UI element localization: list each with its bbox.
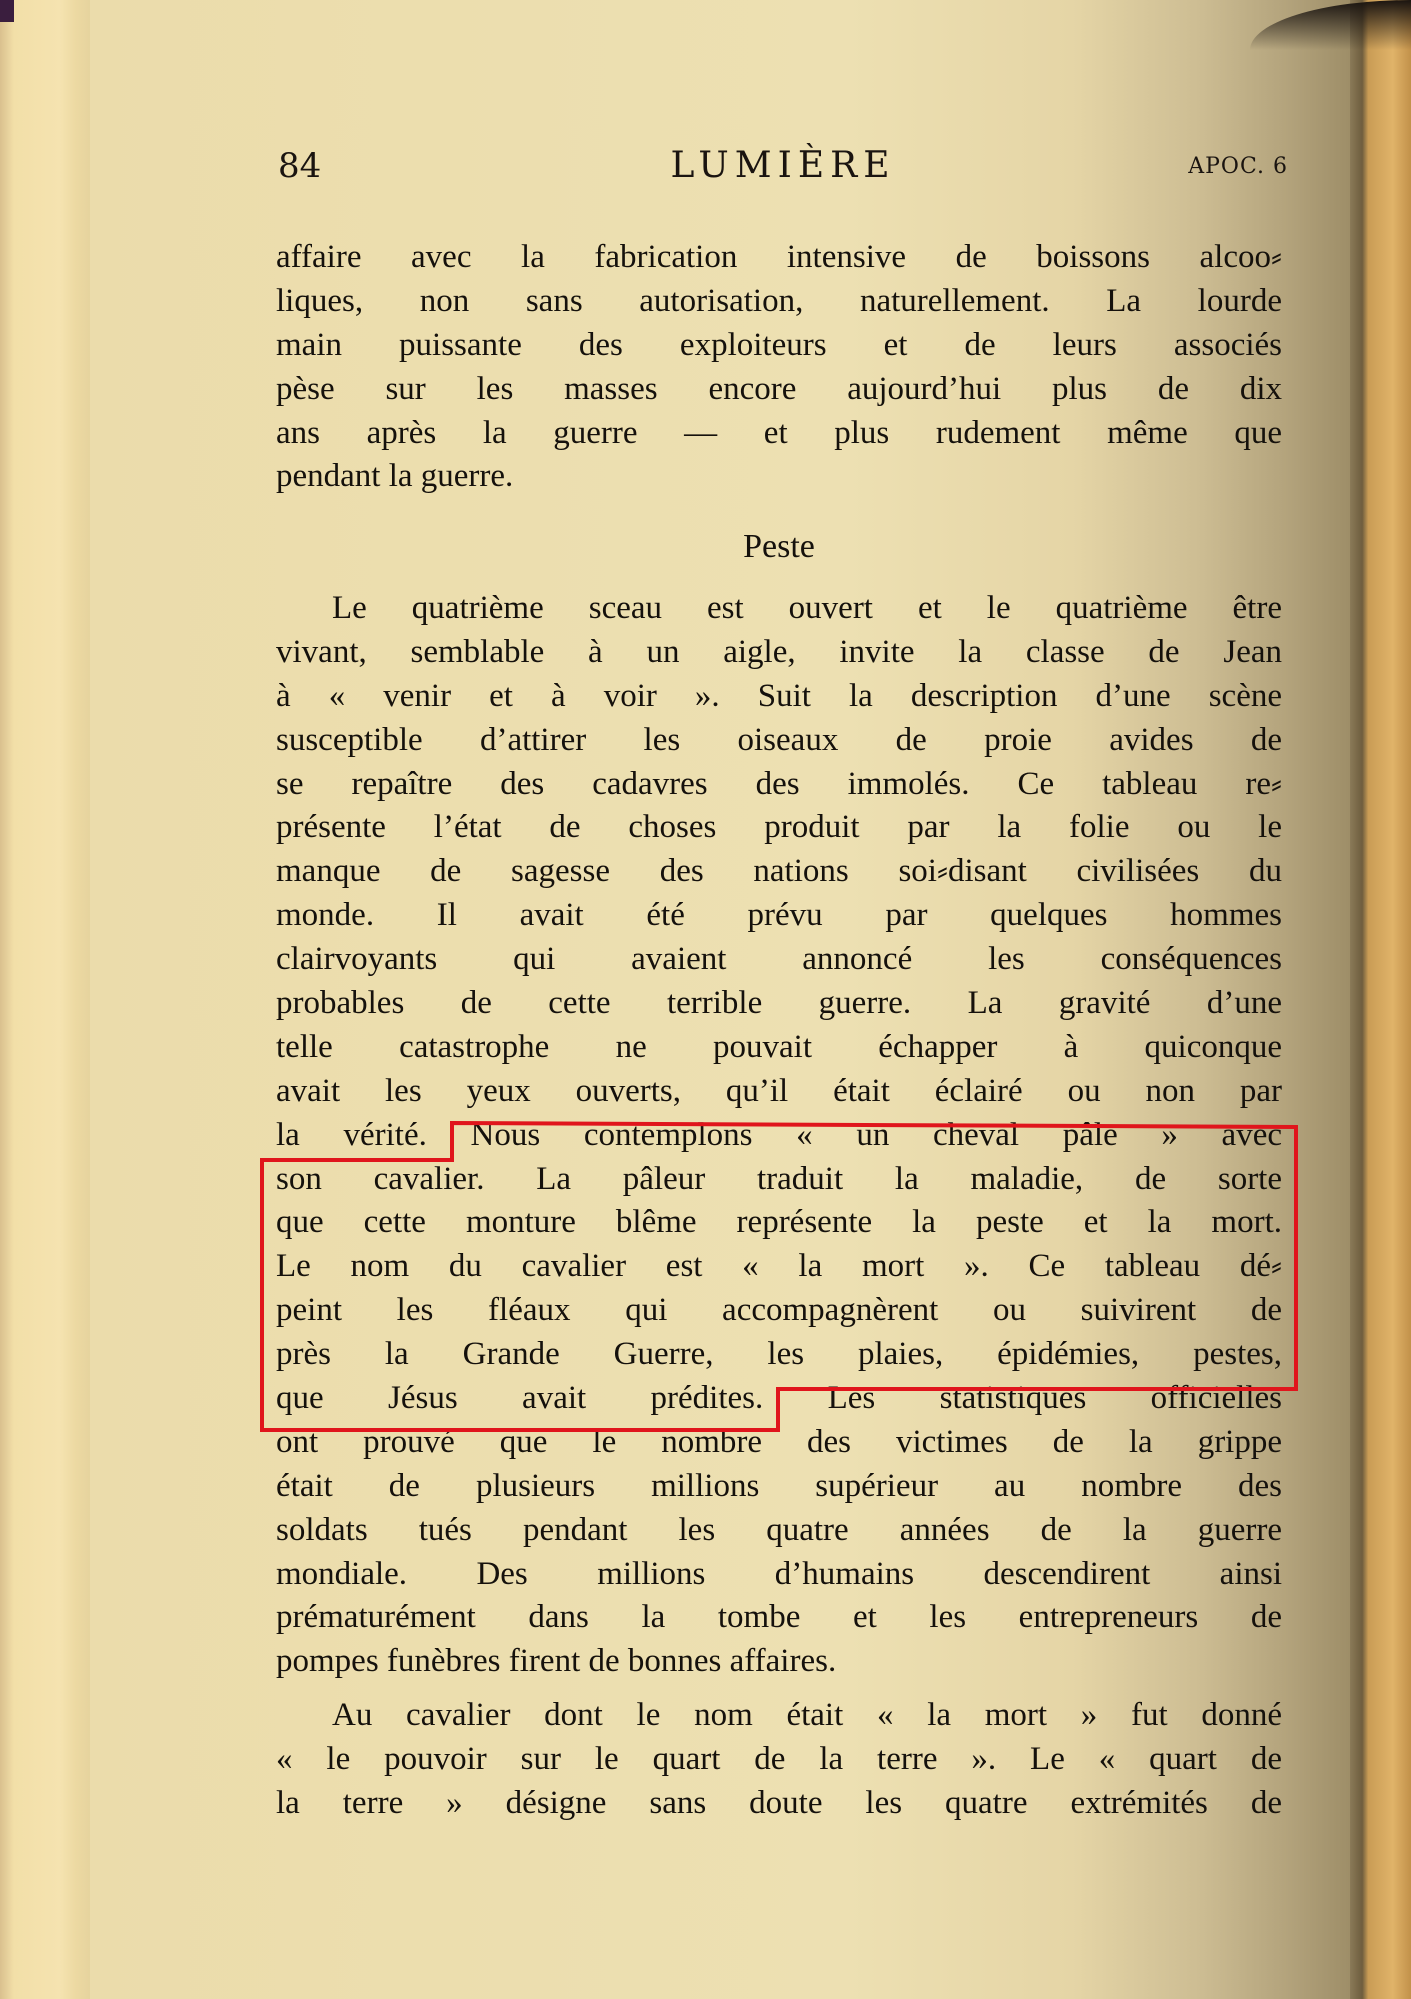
page-number: 84 xyxy=(278,146,322,186)
book-binding-edge xyxy=(0,0,90,1999)
text-line: « le pouvoir sur le quart de la terre ». Le « quart de xyxy=(276,1740,1282,1777)
text-line: clairvoyants qui avaient annoncé les conséquences xyxy=(276,941,1282,978)
text-line: susceptible d’attirer les oiseaux de proie avides de xyxy=(276,721,1282,758)
text-line: à « venir et à voir ». Suit la description d’une scène xyxy=(276,677,1282,714)
text-line: pompes funèbres firent de bonnes affaires. xyxy=(276,1643,837,1680)
text-line: monde. Il avait été prévu par quelques hommes xyxy=(276,897,1282,934)
paragraph-3 xyxy=(276,1694,1282,1826)
chapter-reference: APOC. 6 xyxy=(1188,154,1288,179)
paragraph-1 xyxy=(276,236,1282,499)
section-heading: Peste xyxy=(743,528,815,565)
text-line: affaire avec la fabrication intensive de boissons alcoo⸗ xyxy=(276,239,1282,275)
text-line: la terre » désigne sans doute les quatre extrémités de xyxy=(276,1784,1282,1821)
text-line: ans après la guerre — et plus rudement même que xyxy=(276,414,1282,451)
text-line: main puissante des exploiteurs et de leurs associés xyxy=(276,326,1282,363)
text-line: telle catastrophe ne pouvait échapper à quiconque xyxy=(276,1028,1282,1065)
text-line: que Jésus avait prédites. Les statistiques officielles xyxy=(276,1380,1282,1417)
text-line: son cavalier. La pâleur traduit la maladie, de sorte xyxy=(276,1160,1282,1197)
text-line: prématurément dans la tombe et les entrepreneurs de xyxy=(276,1599,1282,1636)
text-line: mondiale. Des millions d’humains descendirent ainsi xyxy=(276,1555,1282,1592)
text-line: se repaître des cadavres des immolés. Ce tableau re⸗ xyxy=(276,765,1282,802)
background-corner xyxy=(0,0,14,22)
text-line: était de plusieurs millions supérieur au nombre des xyxy=(276,1467,1282,1504)
paragraph-2 xyxy=(276,587,1282,1684)
text-line: liques, non sans autorisation, naturellement. La lourde xyxy=(276,282,1282,319)
text-line: ont prouvé que le nombre des victimes de la grippe xyxy=(276,1423,1282,1460)
text-line: soldats tués pendant les quatre années de la guerre xyxy=(276,1511,1282,1548)
text-line: près la Grande Guerre, les plaies, épidémies, pestes, xyxy=(276,1336,1282,1373)
text-line: Le nom du cavalier est « la mort ». Ce tableau dé⸗ xyxy=(276,1248,1282,1285)
text-line: avait les yeux ouverts, qu’il était éclairé ou non par xyxy=(276,1072,1282,1109)
text-line: Au cavalier dont le nom était « la mort » fut donné xyxy=(332,1697,1282,1733)
text-line: vivant, semblable à un aigle, invite la classe de Jean xyxy=(276,633,1282,670)
page-fore-edge xyxy=(1350,0,1411,1999)
text-line: présente l’état de choses produit par la folie ou le xyxy=(276,809,1282,846)
text-line: pendant la guerre. xyxy=(276,458,514,495)
text-line: peint les fléaux qui accompagnèrent ou suivirent de xyxy=(276,1292,1282,1329)
text-line: pèse sur les masses encore aujourd’hui plus de dix xyxy=(276,370,1282,407)
text-line: la vérité. Nous contemplons « un cheval pâle » avec xyxy=(276,1116,1282,1153)
text-line: probables de cette terrible guerre. La gravité d’une xyxy=(276,985,1282,1022)
text-line: manque de sagesse des nations soi⸗disant civilisées du xyxy=(276,853,1282,890)
running-head xyxy=(278,146,1288,196)
text-line: que cette monture blême représente la peste et la mort. xyxy=(276,1204,1282,1241)
text-line: Le quatrième sceau est ouvert et le quatrième être xyxy=(332,590,1282,626)
book-title: LUMIÈRE xyxy=(670,145,896,186)
